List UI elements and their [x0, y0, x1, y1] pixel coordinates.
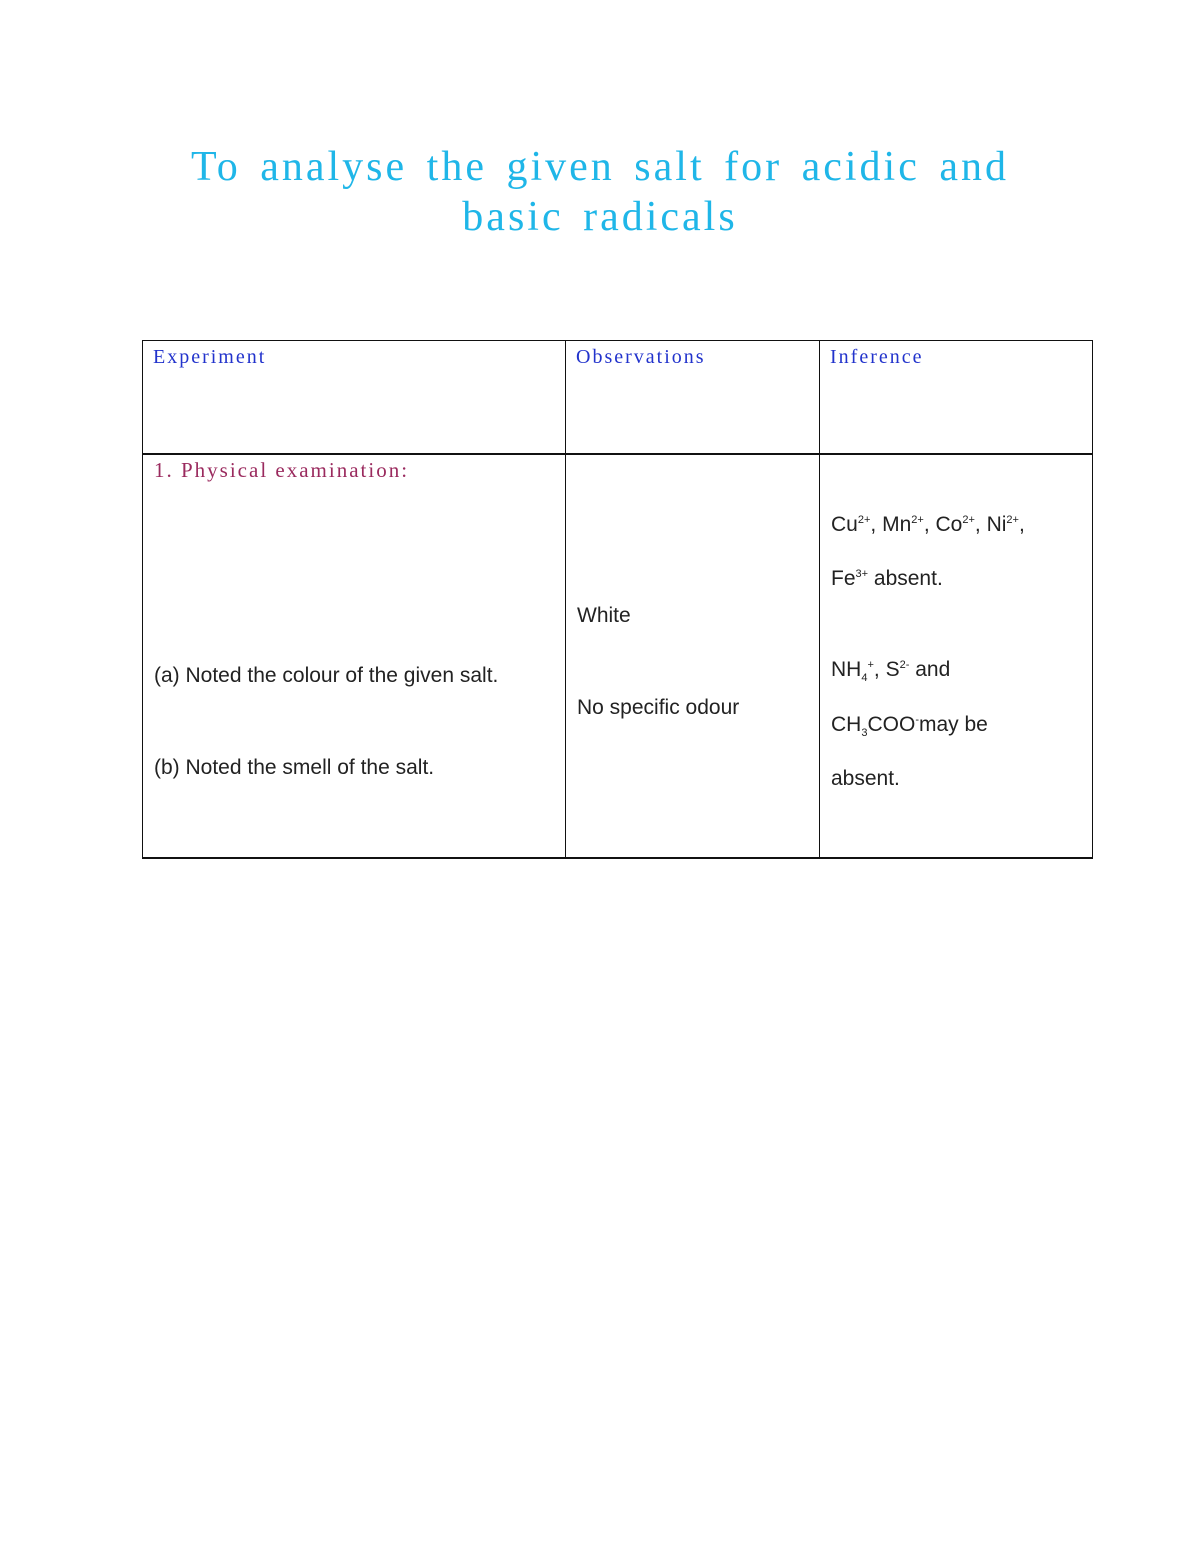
inference-cell: [820, 454, 1093, 858]
experiment-cell: [143, 454, 566, 858]
inference-cations-line-2: $Fe^{3+}$ absent.: [831, 566, 943, 590]
page-title: [0, 142, 1200, 242]
table-row: [143, 454, 1093, 858]
inference-anions-line-3: absent.: [831, 766, 900, 790]
inference-anions-line-1: $NH_4^+$, $S^{2-}$ and: [831, 657, 951, 684]
observation-b: No specific odour: [577, 695, 740, 719]
header-inference: Inference: [820, 341, 1093, 454]
analysis-table: [142, 340, 1093, 859]
observation-cell: [566, 454, 820, 858]
observation-a: White: [577, 603, 631, 627]
experiment-a: (a) Noted the colour of the given salt.: [154, 663, 499, 687]
header-observations: Observations: [566, 341, 820, 454]
page-title-line-2: basic radicals: [462, 194, 738, 240]
inference-anions-line-2: $CH_3COO^-may$ be: [831, 712, 988, 739]
inference-cations-line-1: $Cu^{2+}$, $Mn^{2+}$, $Co^{2+}$, $Ni^{2+}$,: [831, 512, 1025, 536]
page-title-line-1: To analyse the given salt for acidic and: [191, 144, 1009, 190]
table-header-row: [143, 341, 1093, 454]
section-heading: 1. Physical examination:: [154, 457, 410, 482]
experiment-b: (b) Noted the smell of the salt.: [154, 755, 435, 779]
header-experiment: Experiment: [143, 341, 566, 454]
